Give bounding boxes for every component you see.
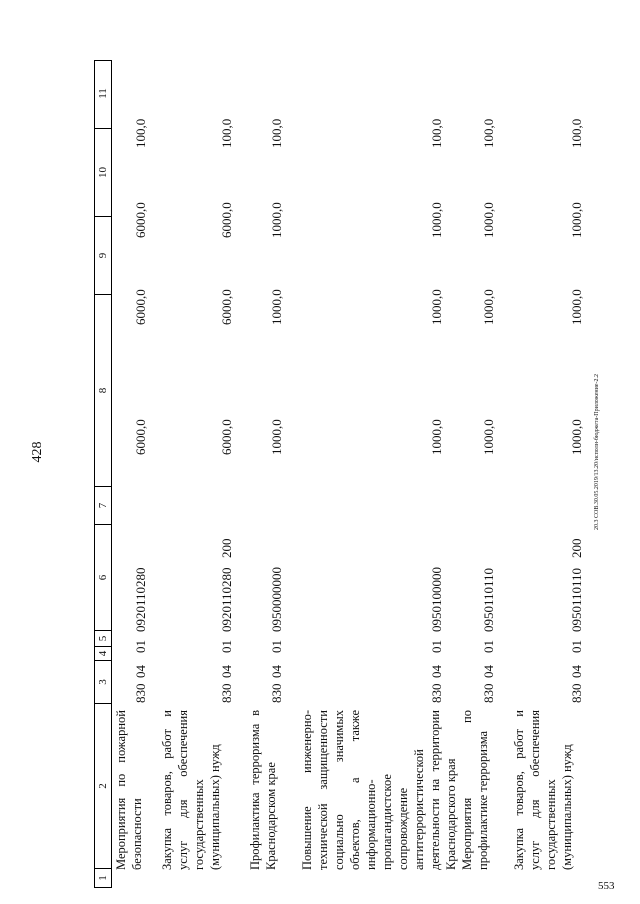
footer-code: 20.3 СОВ.30.05.2019/13.20/исполн-бюджета-Приложение-2.2 — [594, 374, 600, 530]
cell-c11: 100,0 — [219, 118, 234, 148]
cell-c10: 1000,0 — [269, 202, 284, 238]
page-number: 428 — [30, 441, 45, 463]
cell-c10: 1000,0 — [481, 202, 496, 238]
cell-c3: 830 — [481, 683, 496, 703]
cell-c6: 0920110280 — [219, 567, 234, 632]
cell-c5: 01 — [269, 640, 284, 653]
row-name: Закупка товаров, работ и услуг для обеспечения государственных (муниципальных) нужд — [160, 710, 222, 870]
cell-c9: 1000,0 — [269, 289, 284, 325]
cell-c6: 0950000000 — [269, 567, 284, 632]
cell-c9: 1000,0 — [569, 289, 584, 325]
row-name: Мероприятия по пожарной безопасности — [114, 710, 144, 870]
cell-c8: 1000,0 — [569, 419, 584, 455]
col-header-6: 6 — [95, 525, 111, 631]
cell-c6: 0950100000 — [429, 567, 444, 632]
cell-c7: 200 — [569, 538, 584, 558]
col-header-8: 8 — [95, 295, 111, 487]
cell-c11: 100,0 — [481, 118, 496, 148]
cell-c3: 830 — [219, 683, 234, 703]
cell-c4: 04 — [481, 665, 496, 678]
col-header-7: 7 — [95, 487, 111, 525]
col-header-2: 2 — [95, 704, 111, 869]
cell-c5: 01 — [569, 640, 584, 653]
table-row — [111, 60, 149, 888]
row-name: Повышение инженерно-технической защищенности социально значимых объектов, а также информационно-пропагандистское сопровождение антитеррористической деятельности на территории Краснодарского края — [300, 710, 458, 870]
cell-c5: 01 — [219, 640, 234, 653]
cell-c3: 830 — [569, 683, 584, 703]
cell-c5: 01 — [481, 640, 496, 653]
cell-c4: 04 — [133, 665, 148, 678]
page-bottom-number: 553 — [598, 880, 615, 892]
cell-c6: 0950110110 — [569, 567, 584, 632]
cell-c9: 1000,0 — [429, 289, 444, 325]
cell-c8: 1000,0 — [269, 419, 284, 455]
cell-c8: 6000,0 — [219, 419, 234, 455]
table-row — [235, 60, 285, 888]
row-name: Мероприятия по профилактике терроризма — [460, 710, 490, 870]
budget-table — [94, 60, 588, 888]
cell-c8: 1000,0 — [429, 419, 444, 455]
cell-c11: 100,0 — [133, 118, 148, 148]
col-header-1: 1 — [97, 875, 109, 881]
cell-c9: 1000,0 — [481, 289, 496, 325]
row-name: Закупка товаров, работ и услуг для обеспечения государственных (муниципальных) нужд — [512, 710, 574, 870]
cell-c7: 200 — [219, 538, 234, 558]
cell-c10: 1000,0 — [569, 202, 584, 238]
table-row — [497, 60, 585, 888]
cell-c11: 100,0 — [569, 118, 584, 148]
header-row — [94, 60, 112, 888]
cell-c8: 1000,0 — [481, 419, 496, 455]
cell-c5: 01 — [133, 640, 148, 653]
cell-c4: 04 — [269, 665, 284, 678]
cell-c6: 0920110280 — [133, 567, 148, 632]
col-header-11: 11 — [95, 59, 111, 129]
cell-c9: 6000,0 — [219, 289, 234, 325]
cell-c10: 6000,0 — [219, 202, 234, 238]
cell-c10: 1000,0 — [429, 202, 444, 238]
cell-c9: 6000,0 — [133, 289, 148, 325]
cell-c4: 04 — [569, 665, 584, 678]
cell-c4: 04 — [219, 665, 234, 678]
table-row — [445, 60, 497, 888]
cell-c6: 0950110110 — [481, 567, 496, 632]
col-header-4: 4 — [95, 647, 111, 661]
table-row — [285, 60, 458, 888]
row-name: Профилактика терроризма в Краснодарском крае — [248, 710, 278, 870]
cell-c3: 830 — [269, 683, 284, 703]
col-header-10: 10 — [95, 129, 111, 217]
cell-c4: 04 — [429, 665, 444, 678]
cell-c10: 6000,0 — [133, 202, 148, 238]
col-header-5: 5 — [95, 631, 111, 647]
col-header-9: 9 — [95, 217, 111, 295]
cell-c5: 01 — [429, 640, 444, 653]
cell-c8: 6000,0 — [133, 419, 148, 455]
col-header-3: 3 — [95, 661, 111, 704]
cell-c3: 830 — [133, 683, 148, 703]
cell-c11: 100,0 — [269, 118, 284, 148]
table-row — [149, 60, 235, 888]
cell-c3: 830 — [429, 683, 444, 703]
cell-c11: 100,0 — [429, 118, 444, 148]
